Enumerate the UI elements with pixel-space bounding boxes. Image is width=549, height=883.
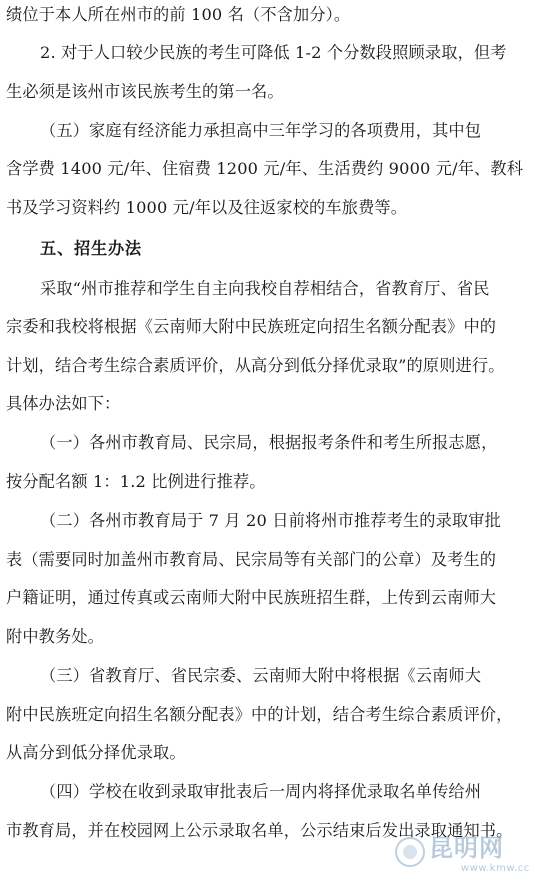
watermark-logo — [395, 833, 545, 881]
section-heading: 五、招生办法 — [40, 239, 142, 258]
text-line: 生必须是该州市该民族考生的第一名。 — [6, 82, 284, 101]
watermark-name: 昆明网 — [429, 834, 504, 862]
text-line: 书及学习资料约 1000 元/年以及往返家校的车旅费等。 — [6, 198, 408, 217]
text-line: 附中教务处。 — [6, 627, 105, 646]
text-line: （五）家庭有经济能力承担高中三年学习的各项费用，其中包 — [40, 121, 482, 140]
text-line: 户籍证明，通过传真或云南师大附中民族班招生群，上传到云南师大 — [6, 588, 497, 607]
text-line: （四）学校在收到录取审批表后一周内将择优录取名单传给州 — [40, 782, 482, 801]
text-line: 按分配名额 1：1.2 比例进行推荐。 — [6, 472, 266, 491]
text-line: 绩位于本人所在州市的前 100 名（不含加分）。 — [6, 5, 351, 24]
text-line: 采取“州市推荐和学生自主向我校自荐相结合，省教育厅、省民 — [40, 279, 490, 298]
text-line: 从高分到低分择优录取。 — [6, 743, 186, 762]
text-line: （二）各州市教育局于 7 月 20 日前将州市推荐考生的录取审批 — [40, 511, 501, 530]
text-line: 表（需要同时加盖州市教育局、民宗局等有关部门的公章）及考生的 — [6, 550, 497, 569]
text-line: （三）省教育厅、省民宗委、云南师大附中将根据《云南师大 — [40, 666, 482, 685]
text-line: 市教育局，并在校园网上公示录取名单，公示结束后发出录取通知书。 — [6, 821, 513, 840]
text-line: （一）各州市教育局、民宗局，根据报考条件和考生所报志愿， — [40, 433, 498, 452]
watermark-icon — [395, 837, 425, 867]
text-line: 2. 对于人口较少民族的考生可降低 1-2 个分数段照顾录取，但考 — [40, 43, 507, 62]
text-line: 附中民族班定向招生名额分配表》中的计划，结合考生综合素质评价， — [6, 705, 513, 724]
text-line: 具体办法如下： — [6, 394, 121, 413]
watermark-url: www.kmw.cc — [461, 863, 530, 874]
text-line: 含学费 1400 元/年、住宿费 1200 元/年、生活费约 9000 元/年、教科 — [6, 159, 524, 178]
text-line: 宗委和我校将根据《云南师大附中民族班定向招生名额分配表》中的 — [6, 317, 497, 336]
text-line: 计划，结合考生综合素质评价，从高分到低分择优录取”的原则进行。 — [6, 356, 505, 375]
